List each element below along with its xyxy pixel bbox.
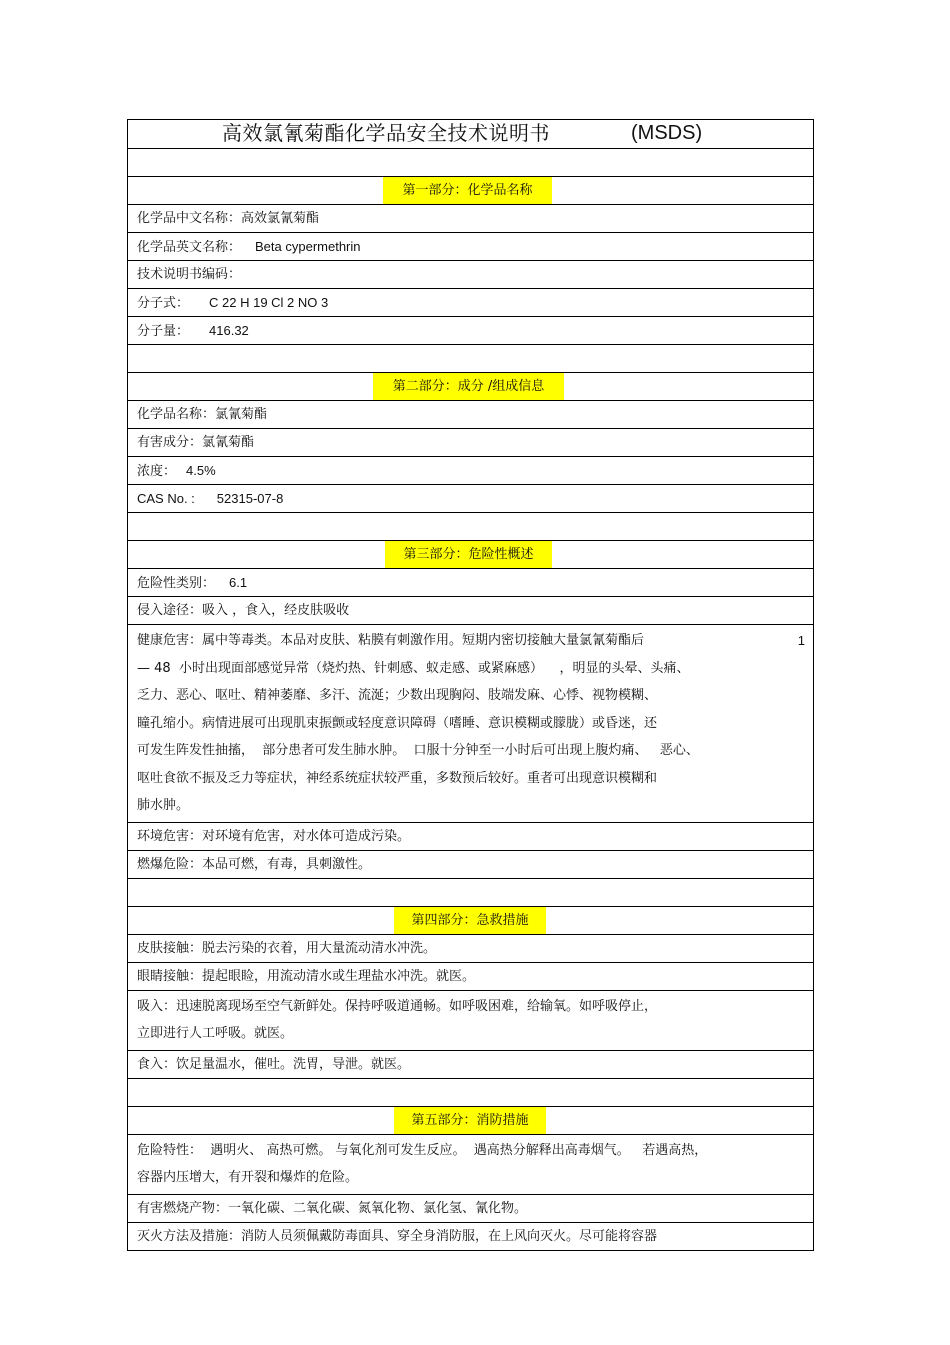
section-heading-part3: 第三部分：危险性概述 [385, 541, 552, 568]
hazard-class-label: 危险性类别： [137, 576, 216, 591]
section-heading-row [128, 177, 813, 205]
concentration-row [128, 457, 813, 485]
health-hazard-line [137, 627, 813, 655]
cas-value: 52315-07-8 [216, 491, 284, 506]
section-heading-part2: 第二部分：成分 /组成信息 [373, 373, 564, 400]
cas-row [128, 485, 813, 513]
cn-name-value: 高效氯氰菊酯 [241, 211, 320, 226]
en-name-value: Beta cypermethrin [255, 239, 361, 254]
hazard-properties-line: 容器内压增大，有开裂和爆炸的危险。 [137, 1170, 359, 1185]
document-title-suffix: (MSDS) [631, 122, 703, 144]
cas-label: CAS No. : [137, 491, 195, 506]
msds-document [127, 119, 814, 1251]
section-heading-part1: 第一部分：化学品名称 [383, 177, 552, 204]
hazard-properties-block [128, 1135, 813, 1195]
health-hazard-line: — 48 小时出现面部感觉异常（烧灼热、针刺感、蚁走感、或紧麻感） ，明显的头晕、头痛、 [137, 660, 690, 676]
cn-name-label: 化学品中文名称： [137, 211, 242, 226]
inhalation-block [128, 991, 813, 1051]
inhalation-line: 立即进行人工呼吸。就医。 [137, 1026, 294, 1041]
health-hazard-block [128, 625, 813, 823]
spacer-row [128, 513, 813, 541]
section-heading-row [128, 541, 813, 569]
spacer-row [128, 345, 813, 373]
ingestion-row: 食入：饮足量温水，催吐。洗胃，导泄。就医。 [128, 1051, 813, 1079]
inhalation-line: 吸入：迅速脱离现场至空气新鲜处。保持呼吸道通畅。如呼吸困难，给输氧。如呼吸停止， [137, 998, 658, 1014]
weight-value: 416.32 [209, 323, 249, 338]
health-hazard-line: 肺水肿。 [137, 798, 190, 813]
section-heading-row [128, 373, 813, 401]
health-hazard-text: 健康危害：属中等毒类。本品对皮肤、粘膜有刺激作用。短期内密切接触大量氯氰菊酯后 [137, 633, 645, 648]
section-heading-row [128, 907, 813, 935]
spacer-row [128, 1079, 813, 1107]
concentration-label: 浓度： [137, 464, 177, 479]
spacer-row [128, 149, 813, 177]
hazard-properties-line: 危险特性： 遇明火、 高热可燃。 与氧化剂可发生反应。 遇高热分解释出高毒烟气。 若遇高热， [137, 1142, 708, 1158]
environment-hazard-row: 环境危害：对环境有危害，对水体可造成污染。 [128, 823, 813, 851]
section-heading-part5: 第五部分：消防措施 [394, 1107, 546, 1134]
hazard-class-value: 6.1 [229, 575, 248, 590]
weight-row [128, 317, 813, 345]
extinguishing-row: 灭火方法及措施：消防人员须佩戴防毒面具、穿全身消防服，在上风向灭火。尽可能将容器 [128, 1223, 813, 1251]
cn-name-row [128, 205, 813, 233]
formula-value: C 22 H 19 Cl 2 NO 3 [209, 295, 329, 310]
health-hazard-line: 可发生阵发性抽搐， 部分患者可发生肺水肿。 口服十分钟至一小时后可出现上腹灼痛、 恶心、 [137, 743, 699, 758]
combustion-products-row: 有害燃烧产物：一氧化碳、二氧化碳、氮氧化物、氯化氢、氰化物。 [128, 1195, 813, 1223]
document-title-row [128, 120, 813, 149]
section-heading-row [128, 1107, 813, 1135]
document-title: 高效氯氰菊酯化学品安全技术说明书 [222, 121, 550, 145]
en-name-row [128, 233, 813, 261]
hazard-class-row [128, 569, 813, 597]
weight-label: 分子量： [137, 324, 190, 339]
eye-contact-row: 眼睛接触：提起眼睑，用流动清水或生理盐水冲洗。就医。 [128, 963, 813, 991]
health-hazard-line: 呕吐食欲不振及乏力等症状，神经系统症状较严重，多数预后较好。重者可出现意识模糊和 [137, 770, 658, 786]
health-hazard-line: 乏力、恶心、呕吐、精神萎靡、多汗、流涎；少数出现胸闷、肢端发麻、心悸、视物模糊、 [137, 688, 658, 703]
chem-name-row: 化学品名称：氯氰菊酯 [128, 401, 813, 429]
spacer-row [128, 879, 813, 907]
formula-row [128, 289, 813, 317]
formula-label: 分子式： [137, 296, 190, 311]
code-row [128, 261, 813, 289]
route-row: 侵入途径：吸入 ，食入，经皮肤吸收 [128, 597, 813, 625]
code-label: 技术说明书编码： [137, 267, 242, 282]
health-hazard-line: 瞳孔缩小。病情进展可出现肌束振颤或轻度意识障碍（嗜睡、意识模糊或朦胧）或昏迷，还 [137, 715, 658, 731]
hazard-component-row: 有害成分：氯氰菊酯 [128, 429, 813, 457]
health-hazard-number: 1 [797, 633, 805, 648]
concentration-value: 4.5% [186, 463, 216, 478]
section-heading-part4: 第四部分：急救措施 [394, 907, 546, 934]
fire-hazard-row: 燃爆危险：本品可燃，有毒，具刺激性。 [128, 851, 813, 879]
en-name-label: 化学品英文名称： [137, 240, 242, 255]
skin-contact-row: 皮肤接触：脱去污染的衣着，用大量流动清水冲洗。 [128, 935, 813, 963]
